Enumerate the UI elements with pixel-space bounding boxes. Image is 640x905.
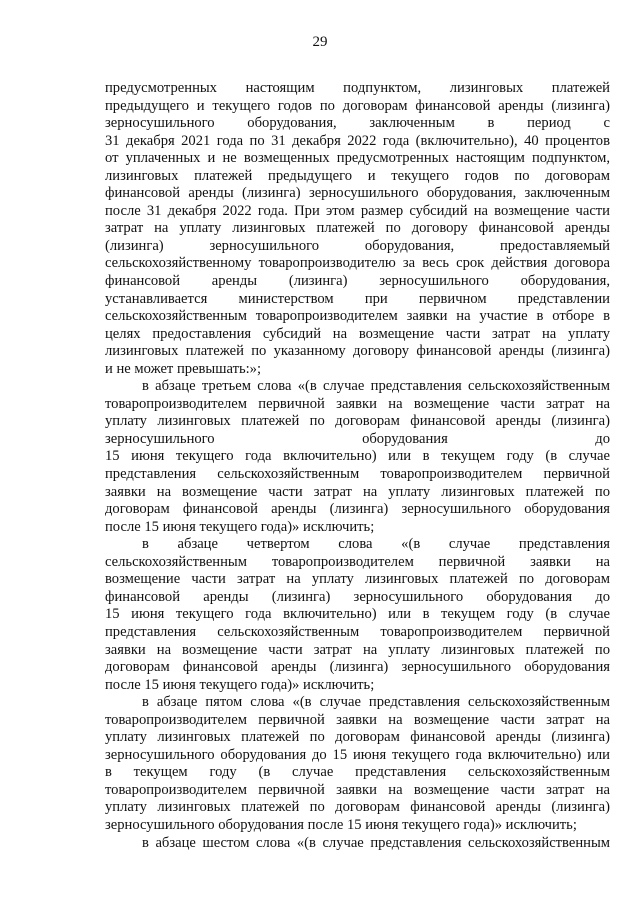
- text-line: зерносушильного оборудования, заключенным в период с: [105, 115, 610, 132]
- text-line: целях предоставления субсидий на возмещение части затрат на уплату: [105, 325, 610, 342]
- text-line: устанавливается министерством при первичном представлении: [105, 290, 610, 307]
- text-line: сельскохозяйственному товаропроизводителю за весь срок действия договора: [105, 255, 610, 272]
- text-line: зерносушильного оборудования до 15 июня текущего года включительно) или: [105, 746, 610, 763]
- text-line: (лизинга) зерносушильного оборудования, предоставляемый: [105, 237, 610, 254]
- page-number: 29: [312, 34, 328, 50]
- text-line: после 15 июня текущего года)» исключить;: [105, 518, 375, 535]
- text-line: договорам финансовой аренды (лизинга) зерносушильного оборудования: [105, 501, 610, 518]
- text-line: лизинговых платежей по указанному договору финансовой аренды (лизинга): [105, 343, 610, 360]
- text-line: в абзаце четвертом слова «(в случае представления: [142, 536, 610, 553]
- paragraph: [105, 378, 610, 536]
- text-line: заявки на возмещение части затрат на уплату лизинговых платежей по: [105, 483, 610, 500]
- text-line: товаропроизводителем первичной заявки на возмещение части затрат на: [105, 395, 610, 412]
- text-line: финансовой аренды (лизинга) зерносушильного оборудования, заключенным: [105, 185, 610, 202]
- text-line: после 15 июня текущего года)» исключить;: [105, 676, 375, 693]
- text-line: возмещение части затрат на уплату лизинговых платежей по договорам: [105, 571, 610, 588]
- text-line: уплату лизинговых платежей по договорам финансовой аренды (лизинга): [105, 799, 610, 816]
- paragraph: [105, 536, 610, 694]
- paragraph: [105, 835, 610, 853]
- text-line: и не может превышать:»;: [105, 360, 262, 377]
- text-line: сельскохозяйственным товаропроизводителем заявки на участие в отборе в: [105, 308, 610, 325]
- text-line: в абзаце пятом слова «(в случае представления сельскохозяйственным: [142, 694, 610, 711]
- text-line: уплату лизинговых платежей по договорам финансовой аренды (лизинга): [105, 413, 610, 430]
- text-line: финансовой аренды (лизинга) зерносушильного оборудования,: [105, 273, 610, 290]
- text-line: предусмотренных настоящим подпунктом, лизинговых платежей: [105, 80, 610, 96]
- text-line: представления сельскохозяйственным товаропроизводителем первичной: [105, 466, 610, 483]
- text-line: уплату лизинговых платежей по договорам финансовой аренды (лизинга): [105, 729, 610, 746]
- text-line: 15 июня текущего года включительно) или в текущем году (в случае: [105, 606, 610, 623]
- text-line: предыдущего и текущего годов по договорам финансовой аренды (лизинга): [105, 97, 610, 114]
- text-line: лизинговых платежей предыдущего и текущего годов по договорам: [105, 167, 610, 184]
- text-line: 31 декабря 2021 года по 31 декабря 2022 года (включительно), 40 процентов: [105, 132, 610, 149]
- text-line: от уплаченных и не возмещенных предусмотренных настоящим подпунктом,: [105, 150, 610, 167]
- text-line: зерносушильного оборудования до: [105, 430, 610, 447]
- text-line: сельскохозяйственным товаропроизводителем первичной заявки на: [105, 553, 610, 570]
- text-line: зерносушильного оборудования после 15 июня текущего года)» исключить;: [105, 816, 577, 833]
- text-line: товаропроизводителем первичной заявки на возмещение части затрат на: [105, 781, 610, 798]
- text-line: товаропроизводителем первичной заявки на возмещение части затрат на: [105, 711, 610, 728]
- text-line: после 31 декабря 2022 года. При этом размер субсидий на возмещение части: [105, 202, 610, 219]
- paragraph: [105, 694, 610, 834]
- text-line: 15 июня текущего года включительно) или в текущем году (в случае: [105, 448, 610, 465]
- text-line: затрат на уплату лизинговых платежей по договору финансовой аренды: [105, 220, 610, 237]
- text-line: представления сельскохозяйственным товаропроизводителем первичной: [105, 623, 610, 640]
- paragraph: [105, 80, 610, 378]
- text-line: договорам финансовой аренды (лизинга) зерносушильного оборудования: [105, 659, 610, 676]
- text-line: в абзаце третьем слова «(в случае представления сельскохозяйственным: [142, 378, 610, 395]
- document-body: [105, 80, 610, 852]
- text-line: финансовой аренды (лизинга) зерносушильного оборудования до: [105, 588, 610, 605]
- text-line: в текущем году (в случае представления сельскохозяйственным: [105, 764, 610, 781]
- text-line: заявки на возмещение части затрат на уплату лизинговых платежей по: [105, 641, 610, 658]
- text-line: в абзаце шестом слова «(в случае представления сельскохозяйственным: [142, 834, 610, 851]
